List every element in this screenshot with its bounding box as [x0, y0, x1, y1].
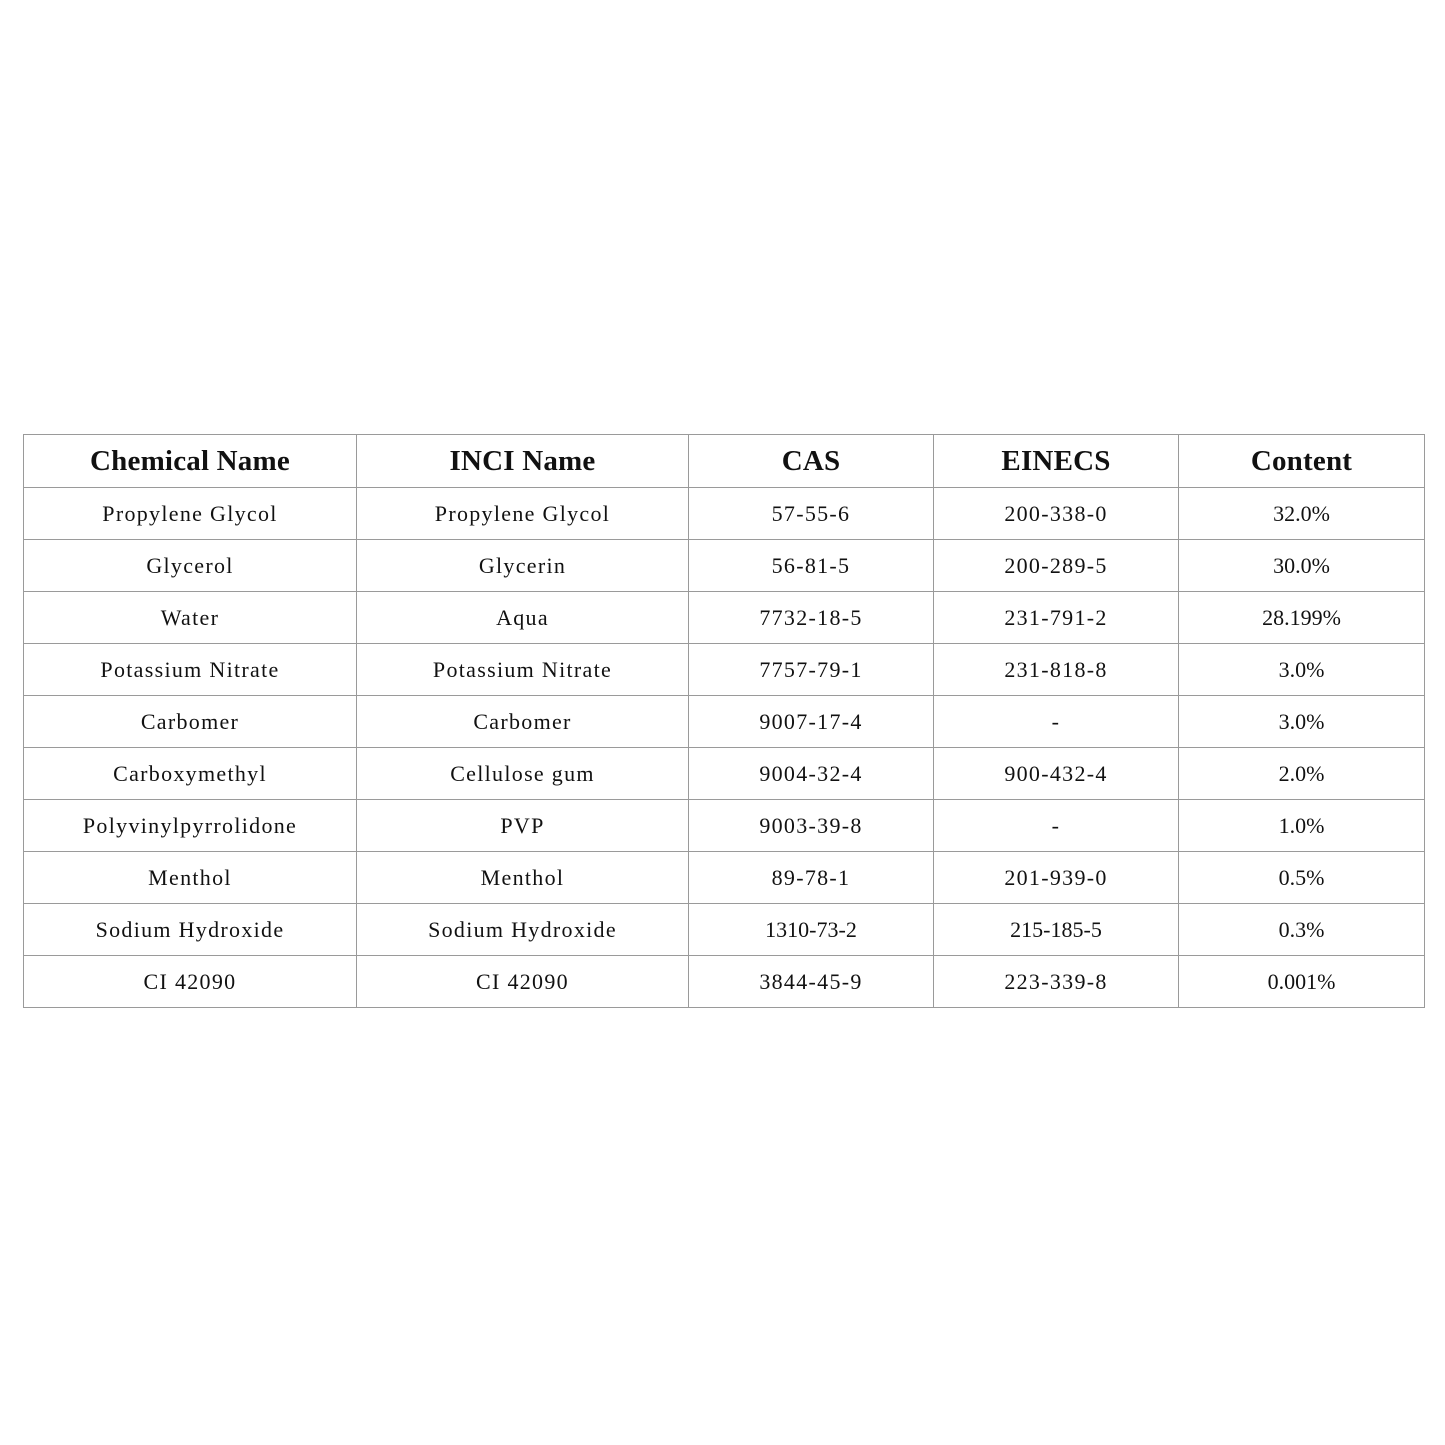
cell-chemical-name: Polyvinylpyrrolidone [24, 800, 357, 852]
cell-inci-name: Glycerin [357, 540, 689, 592]
cell-einecs: 200-338-0 [934, 488, 1179, 540]
header-chemical-name: Chemical Name [24, 435, 357, 488]
header-row [24, 435, 1425, 488]
table-row [24, 488, 1425, 540]
cell-einecs: - [934, 696, 1179, 748]
ingredients-table [23, 434, 1425, 1008]
cell-cas: 7732-18-5 [689, 592, 934, 644]
table-row [24, 540, 1425, 592]
cell-chemical-name: Water [24, 592, 357, 644]
cell-einecs: 215-185-5 [934, 904, 1179, 956]
cell-inci-name: Cellulose gum [357, 748, 689, 800]
cell-einecs: 231-791-2 [934, 592, 1179, 644]
cell-content: 28.199% [1179, 592, 1425, 644]
cell-cas: 1310-73-2 [689, 904, 934, 956]
cell-inci-name: Propylene Glycol [357, 488, 689, 540]
cell-content: 3.0% [1179, 644, 1425, 696]
cell-cas: 9004-32-4 [689, 748, 934, 800]
cell-content: 30.0% [1179, 540, 1425, 592]
cell-chemical-name: Potassium Nitrate [24, 644, 357, 696]
cell-inci-name: Menthol [357, 852, 689, 904]
cell-cas: 7757-79-1 [689, 644, 934, 696]
cell-einecs: - [934, 800, 1179, 852]
cell-content: 32.0% [1179, 488, 1425, 540]
cell-cas: 56-81-5 [689, 540, 934, 592]
table-row [24, 696, 1425, 748]
cell-inci-name: Aqua [357, 592, 689, 644]
table-row [24, 748, 1425, 800]
cell-inci-name: CI 42090 [357, 956, 689, 1008]
cell-content: 0.3% [1179, 904, 1425, 956]
table-row [24, 852, 1425, 904]
cell-chemical-name: CI 42090 [24, 956, 357, 1008]
header-cas: CAS [689, 435, 934, 488]
table-row [24, 904, 1425, 956]
cell-cas: 89-78-1 [689, 852, 934, 904]
cell-einecs: 900-432-4 [934, 748, 1179, 800]
cell-inci-name: Potassium Nitrate [357, 644, 689, 696]
cell-einecs: 223-339-8 [934, 956, 1179, 1008]
cell-content: 2.0% [1179, 748, 1425, 800]
cell-cas: 9007-17-4 [689, 696, 934, 748]
table-row [24, 800, 1425, 852]
cell-content: 0.001% [1179, 956, 1425, 1008]
cell-content: 0.5% [1179, 852, 1425, 904]
cell-einecs: 201-939-0 [934, 852, 1179, 904]
cell-chemical-name: Carboxymethyl [24, 748, 357, 800]
cell-einecs: 200-289-5 [934, 540, 1179, 592]
table-row [24, 644, 1425, 696]
cell-cas: 57-55-6 [689, 488, 934, 540]
header-einecs: EINECS [934, 435, 1179, 488]
cell-cas: 3844-45-9 [689, 956, 934, 1008]
cell-chemical-name: Glycerol [24, 540, 357, 592]
table-row [24, 956, 1425, 1008]
table-body [24, 488, 1425, 1008]
cell-inci-name: Sodium Hydroxide [357, 904, 689, 956]
header-inci-name: INCI Name [357, 435, 689, 488]
cell-content: 1.0% [1179, 800, 1425, 852]
cell-chemical-name: Carbomer [24, 696, 357, 748]
cell-chemical-name: Menthol [24, 852, 357, 904]
cell-cas: 9003-39-8 [689, 800, 934, 852]
table-header [24, 435, 1425, 488]
cell-content: 3.0% [1179, 696, 1425, 748]
table-row [24, 592, 1425, 644]
cell-chemical-name: Sodium Hydroxide [24, 904, 357, 956]
cell-inci-name: PVP [357, 800, 689, 852]
cell-chemical-name: Propylene Glycol [24, 488, 357, 540]
cell-inci-name: Carbomer [357, 696, 689, 748]
header-content: Content [1179, 435, 1425, 488]
cell-einecs: 231-818-8 [934, 644, 1179, 696]
